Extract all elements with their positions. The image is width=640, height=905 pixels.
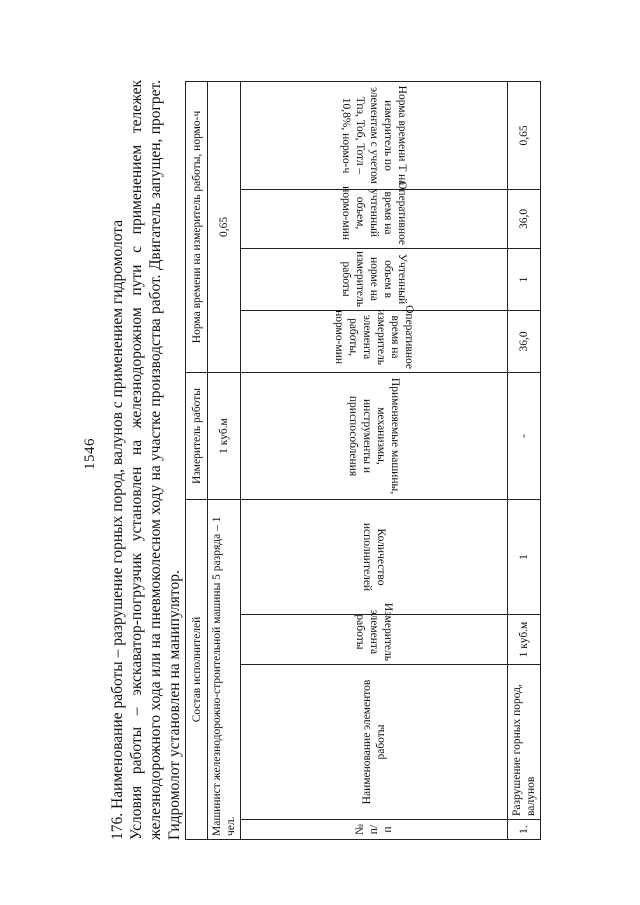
header-element-meter-text: Измеритель элемента работы xyxy=(354,602,394,661)
row-performers-count: 1 xyxy=(508,499,541,614)
header-element-name: Наименование элементов работы xyxy=(241,665,508,820)
row-accounted-volume: 1 xyxy=(508,248,541,310)
rotated-content xyxy=(82,80,632,840)
header-accounted-volume-text: Учтенный объем в норме на измеритель работы xyxy=(340,251,408,307)
header-operative-time-text: Оперативное время на измеритель элемента работы, нормо-мин xyxy=(333,305,415,369)
header-performers-count xyxy=(241,499,508,614)
header-norm-t xyxy=(241,81,508,189)
row-machines: - xyxy=(508,372,541,499)
norm-table xyxy=(185,81,541,840)
page-number: 1546 xyxy=(82,438,98,470)
work-heading xyxy=(108,80,184,840)
row-norm-t: 0,65 xyxy=(508,81,541,189)
header-operative-time-volume-text: Оперативное время на учтенный объем, нормо-мин xyxy=(340,181,408,245)
work-conditions-line-2: железнодорожного хода или на пневмоколесном ходу на участке производства работ. Двигатель запущен, прогрет. xyxy=(147,80,164,840)
header-accounted-volume xyxy=(241,248,508,310)
table-row xyxy=(508,81,541,839)
header-machines-text: Применяемые машины, механизмы, инструменты и приспособления xyxy=(347,377,401,495)
time-norm-value: 0,65 xyxy=(208,81,241,372)
header-composition: Состав исполнителей xyxy=(186,499,208,839)
header-norm-t-text: Норма времени T на измеритель по элементам с учетом Тпз, Тоб, Тотл – 10,8%, нормо-ч xyxy=(340,85,408,186)
header-operative-time xyxy=(241,305,508,372)
header-performers-count-text: Количество исполнителей xyxy=(361,522,387,592)
header-time-norm: Норма времени на измеритель работы, нормо-ч xyxy=(186,81,208,372)
header-row-number: № п/п xyxy=(241,820,508,840)
row-element-meter: 1 куб.м xyxy=(508,615,541,665)
row-number: 1. xyxy=(508,820,541,840)
work-conditions-line-1: Условия работы – экскаватор-погрузчик установлен на железнодорожном пути с применением тележек xyxy=(128,80,145,840)
row-element-name: Разрушение горных пород, валунов xyxy=(508,665,541,820)
header-operative-time-volume xyxy=(241,181,508,248)
row-operative-time-volume: 36,0 xyxy=(508,189,541,248)
header-element-meter xyxy=(241,602,508,665)
work-title: 176. Наименование работы – разрушение горных пород, валунов с применением гидромолота xyxy=(109,219,126,840)
header-work-meter: Измеритель работы xyxy=(186,372,208,499)
work-meter-value: 1 куб.м xyxy=(208,372,241,499)
row-operative-time: 36,0 xyxy=(508,310,541,372)
header-machines xyxy=(241,372,508,499)
composition-value: Машинист железнодорожно-строительной машины 5 разряда – 1 чел. xyxy=(208,499,241,839)
work-conditions-line-3: Гидромолот установлен на манипулятор. xyxy=(166,570,183,840)
